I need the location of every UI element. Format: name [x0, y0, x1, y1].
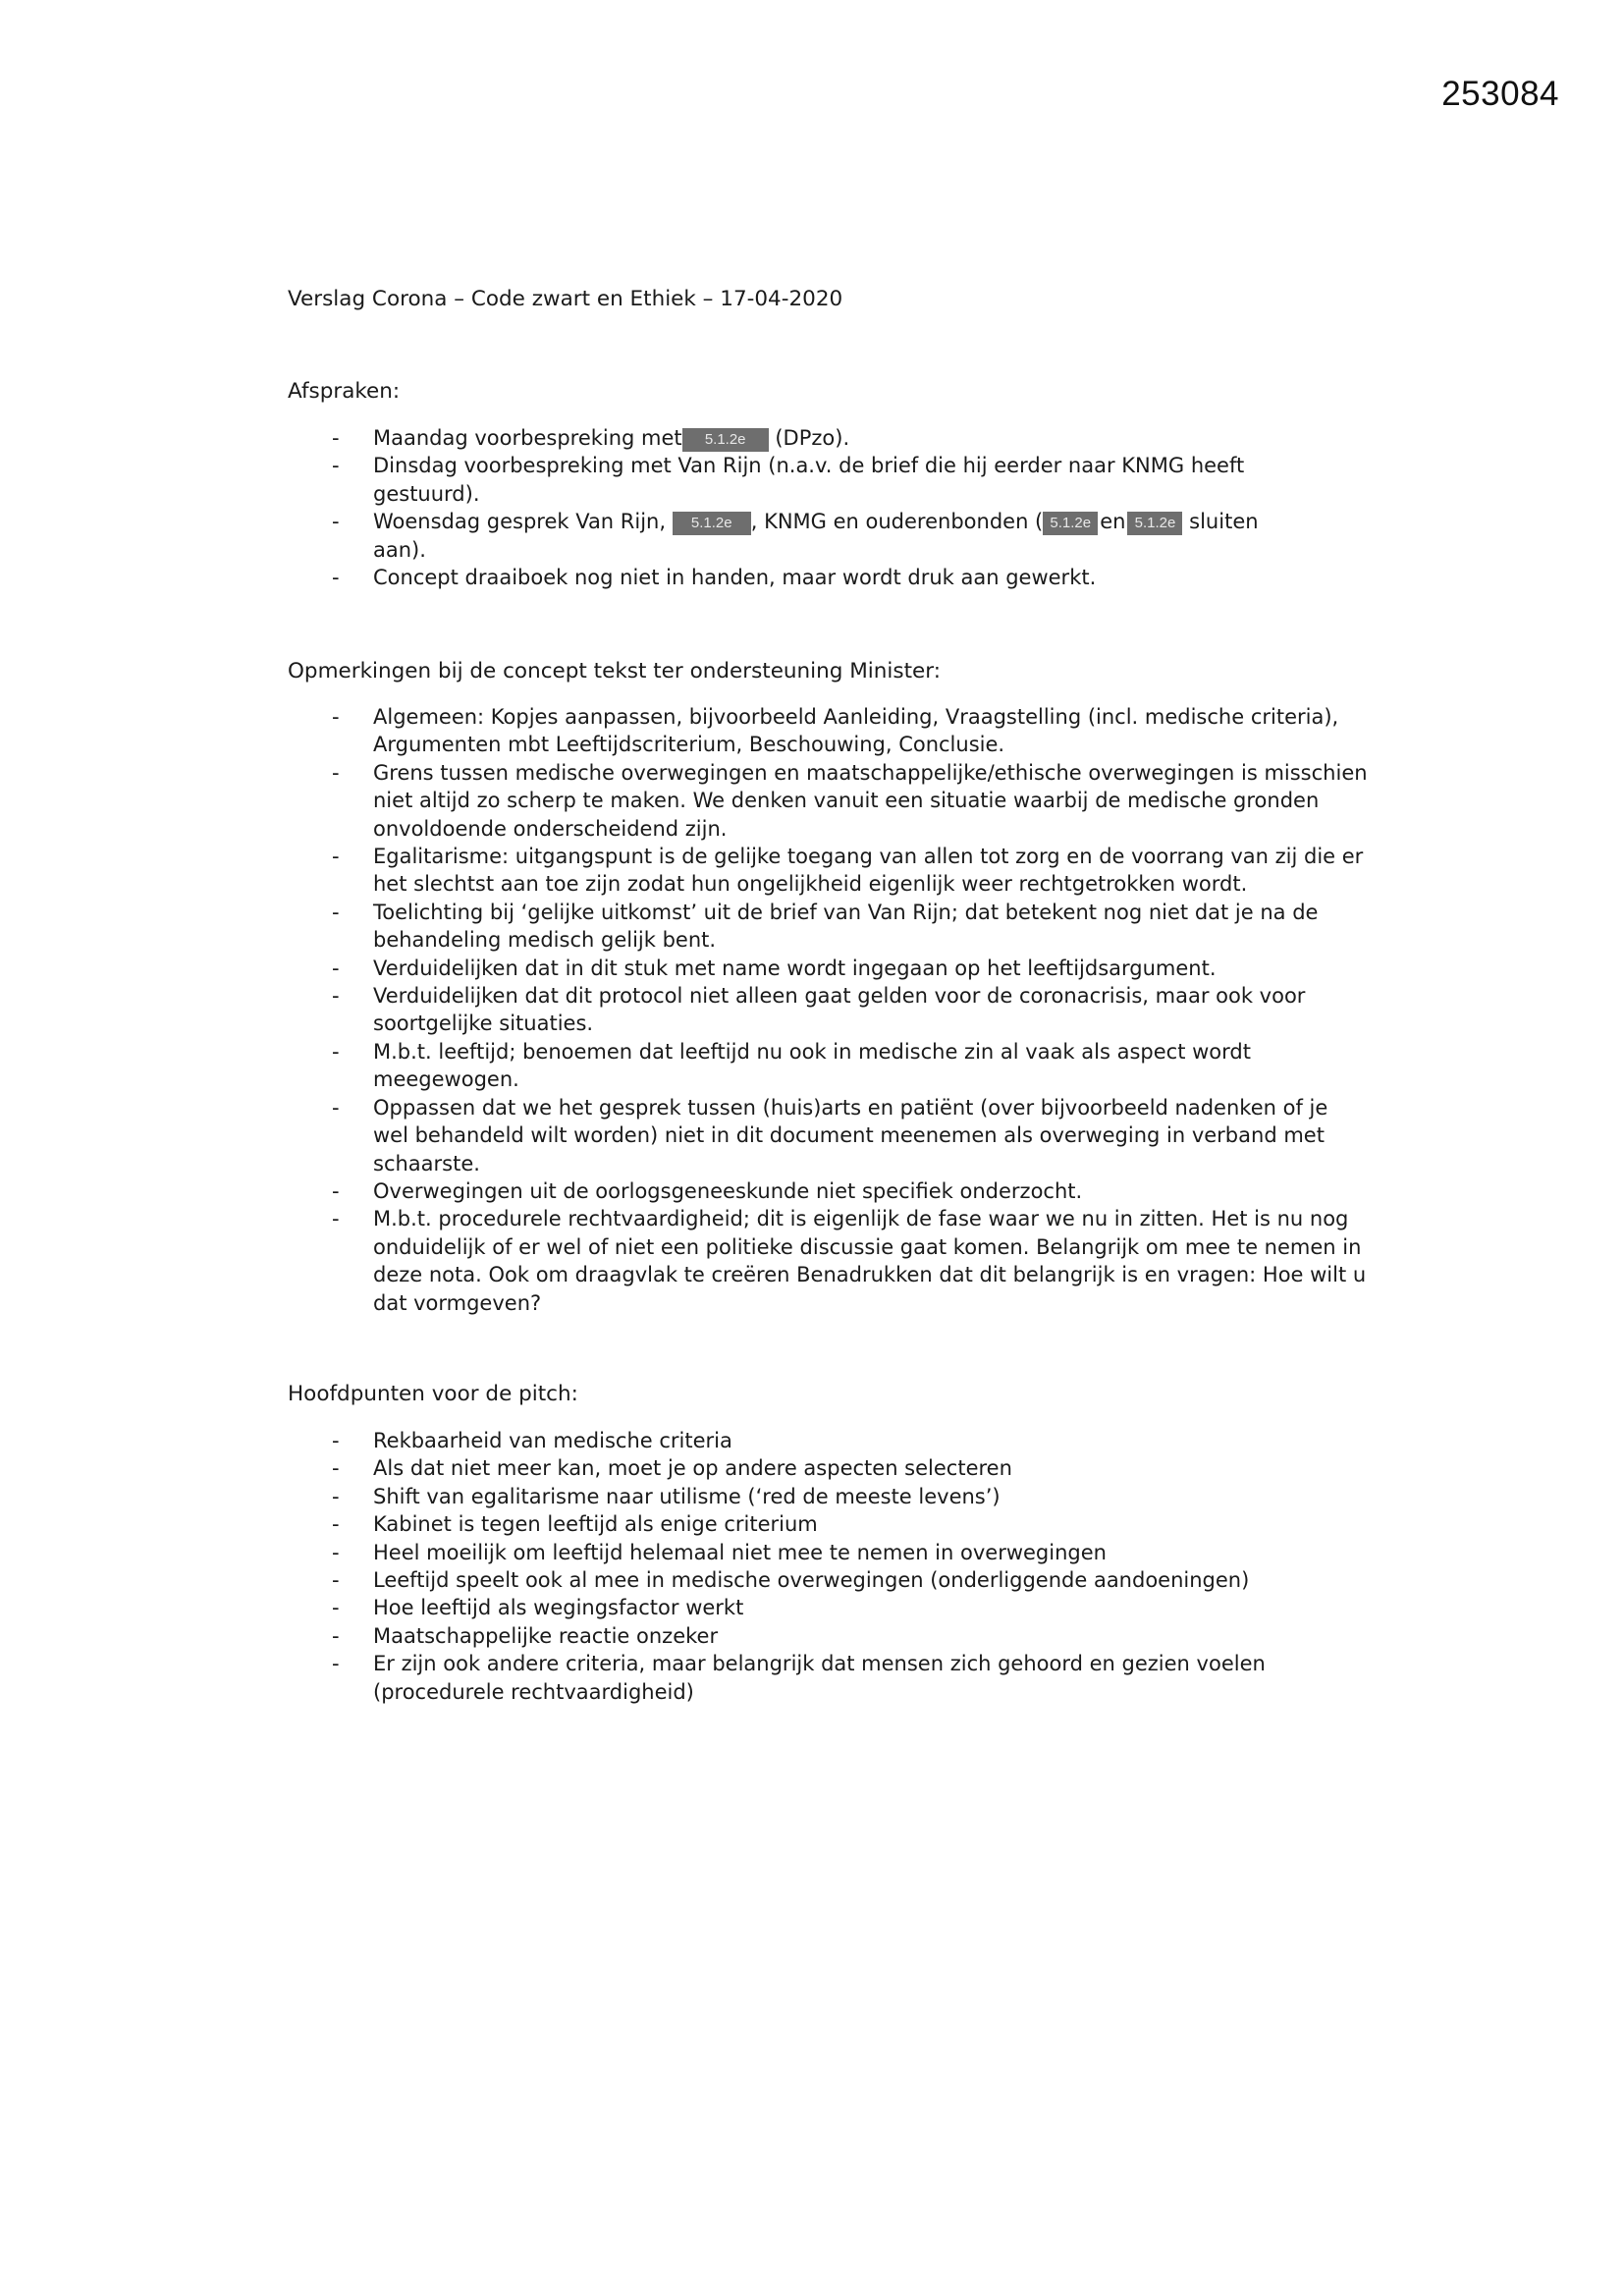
opmerkingen-heading: Opmerkingen bij de concept tekst ter ondersteuning Minister:: [288, 659, 941, 683]
list-item: - Verduidelijken dat dit protocol niet alleen gaat gelden voor de coronacrisis, maar ook voor soortgelijke situaties.: [288, 982, 1368, 1038]
list-item-text: Dinsdag voorbespreking met Van Rijn (n.a.v. de brief die hij eerder naar KNMG heeft gestuurd).: [373, 454, 1245, 506]
hoofdpunten-heading: Hoofdpunten voor de pitch:: [288, 1382, 578, 1406]
list-item: - Grens tussen medische overwegingen en maatschappelijke/ethische overwegingen is misschien niet altijd zo scherp te maken. We denken vanuit een situatie waarbij de medische gronden onvoldoende onderscheidend zijn.: [288, 759, 1368, 843]
list-item: - Verduidelijken dat in dit stuk met name wordt ingegaan op het leeftijdsargument.: [288, 955, 1368, 982]
redaction-box: 5.1.2e: [673, 512, 751, 535]
list-item-text: Woensdag gesprek Van Rijn,: [373, 510, 673, 534]
list-item: - Heel moeilijk om leeftijd helemaal niet mee te nemen in overwegingen: [288, 1539, 1338, 1566]
redaction-box: 5.1.2e: [682, 428, 769, 452]
list-item: - Egalitarisme: uitgangspunt is de gelijke toegang van allen tot zorg en de voorrang van zij die er het slechtst aan toe zijn zodat hun ongelijkheid eigenlijk weer rechtgetrokken wordt.: [288, 843, 1368, 899]
list-item-text: sluiten aan).: [373, 510, 1259, 562]
list-item: - Overwegingen uit de oorlogsgeneeskunde niet specifiek onderzocht.: [288, 1177, 1368, 1205]
list-item: [288, 564, 1309, 591]
list-item: - Shift van egalitarisme naar utilisme (‘red de meeste levens’): [288, 1483, 1338, 1510]
list-item: - Oppassen dat we het gesprek tussen (huis)arts en patiënt (over bijvoorbeeld nadenken of je wel behandeld wilt worden) niet in dit document meenemen als overweging in verband met schaarste.: [288, 1094, 1368, 1177]
list-item: - Rekbaarheid van medische criteria: [288, 1427, 1338, 1454]
page-title: Verslag Corona – Code zwart en Ethiek – 17-04-2020: [288, 287, 843, 311]
document-number: 253084: [1441, 75, 1559, 113]
list-item-text: Concept draaiboek nog niet in handen, maar wordt druk aan gewerkt.: [373, 566, 1097, 590]
list-item: - M.b.t. leeftijd; benoemen dat leeftijd nu ook in medische zin al vaak als aspect wordt meegewogen.: [288, 1038, 1368, 1094]
afspraken-list: [288, 424, 1309, 591]
list-item: [288, 424, 1309, 452]
list-item-text: (DPzo).: [768, 426, 850, 450]
list-item-text: Maandag voorbespreking met: [373, 426, 682, 450]
list-item: - Algemeen: Kopjes aanpassen, bijvoorbeeld Aanleiding, Vraagstelling (incl. medische criteria), Argumenten mbt Leeftijdscriterium, Beschouwing, Conclusie.: [288, 703, 1368, 759]
afspraken-heading: Afspraken:: [288, 379, 401, 404]
list-item-text: en: [1100, 510, 1126, 534]
list-item: - M.b.t. procedurele rechtvaardigheid; dit is eigenlijk de fase waar we nu in zitten. Het is nu nog onduidelijk of er wel of niet een politieke discussie gaat komen. Belangrijk om mee te nemen in deze nota. Ook om draagvlak te creëren Benadrukken dat dit belangrijk is en vragen: Hoe wilt u dat vormgeven?: [288, 1205, 1368, 1317]
list-item: - Kabinet is tegen leeftijd als enige criterium: [288, 1510, 1338, 1538]
list-item-text: , KNMG en ouderenbonden (: [750, 510, 1044, 534]
hoofdpunten-list: [288, 1427, 1338, 1706]
list-item: - Maatschappelijke reactie onzeker: [288, 1622, 1338, 1650]
list-item: - Leeftijd speelt ook al mee in medische overwegingen (onderliggende aandoeningen): [288, 1566, 1338, 1594]
list-item: [288, 452, 1309, 508]
list-item: - Als dat niet meer kan, moet je op andere aspecten selecteren: [288, 1454, 1338, 1482]
list-item: - Toelichting bij ‘gelijke uitkomst’ uit de brief van Van Rijn; dat betekent nog niet dat je na de behandeling medisch gelijk bent.: [288, 899, 1368, 955]
opmerkingen-list: [288, 703, 1368, 1317]
redaction-box: 5.1.2e: [1043, 512, 1098, 535]
redaction-box: 5.1.2e: [1127, 512, 1182, 535]
list-item: [288, 508, 1309, 564]
list-item: - Er zijn ook andere criteria, maar belangrijk dat mensen zich gehoord en gezien voelen (procedurele rechtvaardigheid): [288, 1650, 1338, 1706]
list-item: - Hoe leeftijd als wegingsfactor werkt: [288, 1594, 1338, 1621]
